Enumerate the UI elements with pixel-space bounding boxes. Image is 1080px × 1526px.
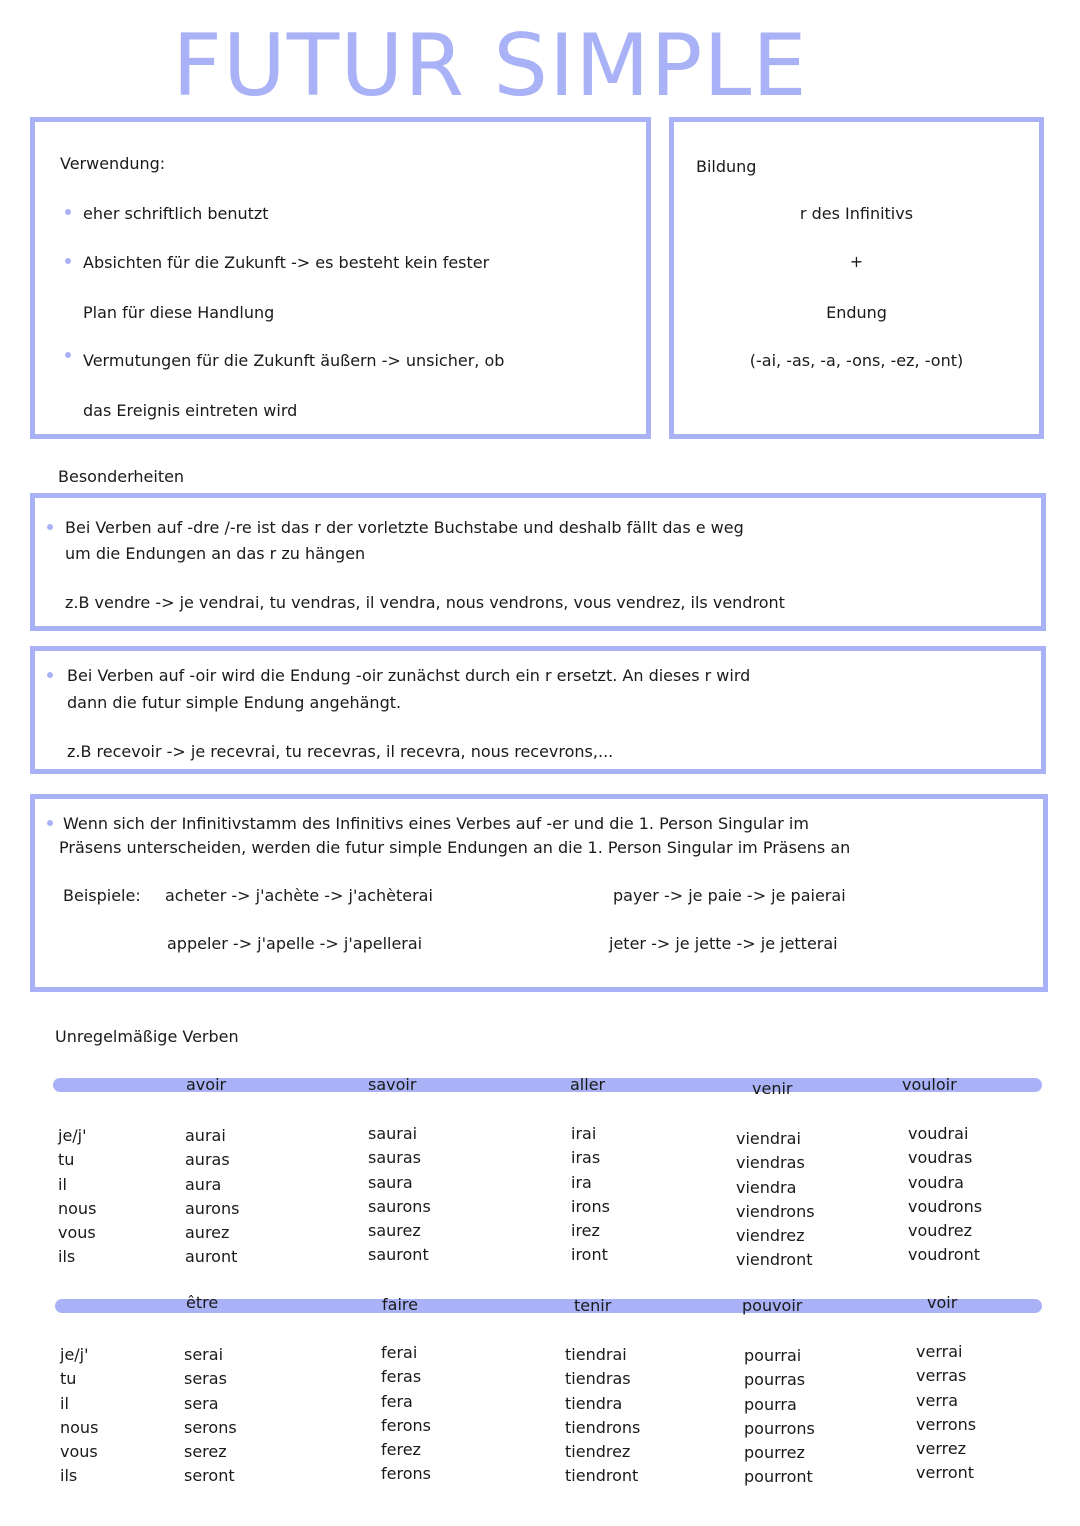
verwendung-heading: Verwendung:: [60, 154, 166, 173]
conjugation-savoir: saurai sauras saura saurons saurez sauront: [368, 1124, 431, 1265]
besonderheiten-box-1: [30, 493, 1046, 631]
box3-line-2: Präsens unterscheiden, werden die futur simple Endungen an die 1. Person Singular im Präsens an: [59, 838, 851, 857]
verb-header-etre: être: [186, 1293, 219, 1312]
conjugation-tenir: tiendrai tiendras tiendra tiendrons tiendrez tiendront: [565, 1345, 641, 1486]
conjugation-avoir: aurai auras aura aurons aurez auront: [185, 1126, 240, 1267]
conjugation-aller: irai iras ira irons irez iront: [571, 1124, 610, 1265]
conjugation-venir: viendrai viendras viendra viendrons viendrez viendront: [736, 1129, 815, 1270]
conjugation-pouvoir: pourrai pourras pourra pourrons pourrez pourront: [744, 1346, 815, 1487]
verb-header-aller: aller: [570, 1075, 606, 1094]
verwendung-item-3-line-1: Vermutungen für die Zukunft äußern -> unsicher, ob: [83, 351, 505, 370]
box1-example: z.B vendre -> je vendrai, tu vendras, il vendra, nous vendrons, vous vendrez, ils vendront: [65, 593, 785, 612]
box2-line-1: Bei Verben auf -oir wird die Endung -oir zunächst durch ein r ersetzt. An dieses r wird: [67, 666, 751, 685]
besonderheiten-heading: Besonderheiten: [58, 467, 185, 486]
bildung-box: [669, 117, 1044, 439]
box2-example: z.B recevoir -> je recevrai, tu recevras, il recevra, nous recevrons,...: [67, 742, 614, 761]
bullet-icon: [65, 209, 71, 215]
example-acheter: acheter -> j'achète -> j'achèterai: [165, 886, 433, 905]
verb-header-faire: faire: [382, 1295, 418, 1314]
conjugation-etre: serai seras sera serons serez seront: [184, 1345, 237, 1486]
verb-header-pouvoir: pouvoir: [742, 1296, 803, 1315]
box1-line-1: Bei Verben auf -dre /-re ist das r der vorletzte Buchstabe und deshalb fällt das e weg: [65, 518, 744, 537]
bildung-line-2: Endung: [826, 303, 887, 322]
conjugation-vouloir: voudrai voudras voudra voudrons voudrez voudront: [908, 1124, 983, 1265]
example-appeler: appeler -> j'apelle -> j'apellerai: [167, 934, 423, 953]
verwendung-item-2-line-1: Absichten für die Zukunft -> es besteht kein fester: [83, 253, 490, 272]
box1-line-2: um die Endungen an das r zu hängen: [65, 544, 366, 563]
bildung-heading: Bildung: [696, 157, 757, 176]
verb-header-tenir: tenir: [574, 1296, 612, 1315]
beispiele-label: Beispiele:: [63, 886, 141, 905]
verb-header-avoir: avoir: [186, 1075, 227, 1094]
pronoun-column: je/j' tu il nous vous ils: [60, 1345, 99, 1486]
bildung-line-1: r des Infinitivs: [799, 204, 914, 223]
verwendung-item-1: eher schriftlich benutzt: [83, 204, 269, 223]
bullet-icon: [65, 258, 71, 264]
verb-header-voir: voir: [927, 1293, 958, 1312]
bullet-icon: [65, 352, 71, 358]
besonderheiten-box-3: [30, 794, 1048, 992]
bildung-plus: +: [849, 252, 864, 271]
verb-header-vouloir: vouloir: [902, 1075, 957, 1094]
example-jeter: jeter -> je jette -> je jetterai: [609, 934, 838, 953]
conjugation-faire: ferai feras fera ferons ferez ferons: [381, 1343, 431, 1484]
bullet-icon: [47, 820, 53, 826]
verwendung-item-2-line-2: Plan für diese Handlung: [83, 303, 275, 322]
bildung-line-3: (-ai, -as, -a, -ons, -ez, -ont): [749, 351, 964, 370]
besonderheiten-box-2: [30, 646, 1046, 774]
box3-line-1: Wenn sich der Infinitivstamm des Infinitivs eines Verbes auf -er und die 1. Person Singular im: [63, 814, 809, 833]
verb-header-venir: venir: [752, 1079, 793, 1098]
bullet-icon: [47, 672, 53, 678]
verwendung-item-3-line-2: das Ereignis eintreten wird: [83, 401, 298, 420]
conjugation-voir: verrai verras verra verrons verrez verront: [916, 1342, 977, 1483]
bullet-icon: [47, 524, 53, 530]
pronoun-column: je/j' tu il nous vous ils: [58, 1126, 97, 1267]
verb-header-savoir: savoir: [368, 1075, 417, 1094]
example-payer: payer -> je paie -> je paierai: [613, 886, 846, 905]
unregelmaessige-verben-heading: Unregelmäßige Verben: [55, 1027, 239, 1046]
box2-line-2: dann die futur simple Endung angehängt.: [67, 693, 402, 712]
verwendung-box: [30, 117, 651, 439]
page-title: FUTUR SIMPLE: [172, 16, 808, 116]
